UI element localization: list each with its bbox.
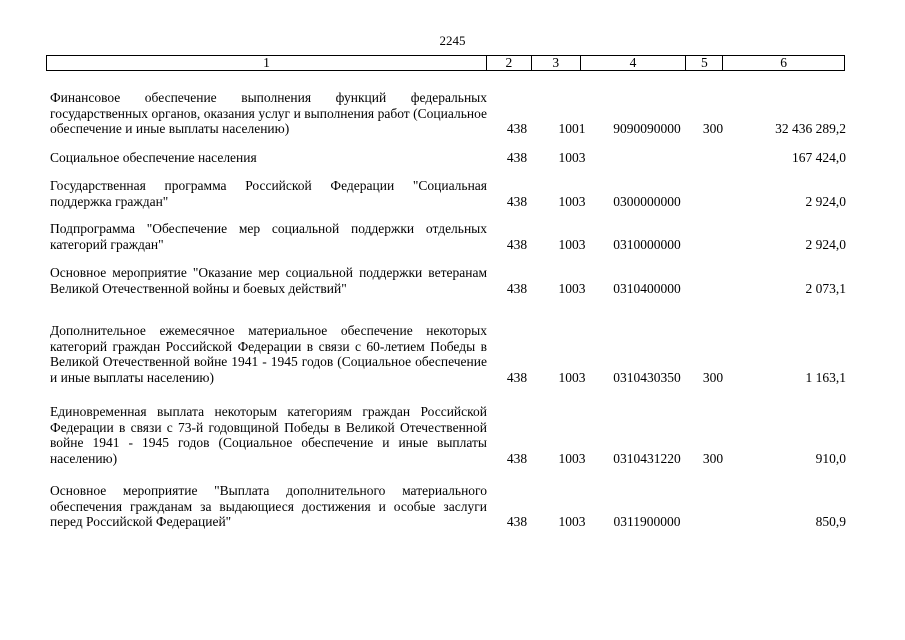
row-gr: 438: [506, 150, 528, 165]
table-header: [46, 55, 845, 71]
row-name: Основное мероприятие "Выплата дополнительного материального обеспечения гражданам за выдающиеся достижения и особые заслуги перед Российской Федерацией": [50, 483, 487, 530]
row-name: Дополнительное ежемесячное материальное обеспечение некоторых категорий граждан Российской Федерации в связи с 60-летием Победы в Великой Отечественной войне 1941 - 1945 годов (Социальное обеспечение и иные выплаты населению): [50, 323, 487, 385]
row-rz: 1003: [558, 193, 586, 209]
row-sum: 910,0: [815, 450, 846, 466]
row-gr: 438: [506, 450, 528, 466]
row-gr: 438: [506, 514, 528, 530]
row-gr: 438: [506, 193, 528, 209]
row-sum: 2 924,0: [805, 193, 846, 209]
row-gr: 438: [506, 121, 528, 137]
row-name: Подпрограмма "Обеспечение мер социальной поддержки отдельных категорий граждан": [50, 221, 487, 252]
table-row: [50, 323, 846, 385]
row-name: Единовременная выплата некоторым категориям граждан Российской Федерации в связи с 73-й годовщиной Победы в Великой Отечественной войне 1941 - 1945 годов (Социальное обеспечение и иные выплаты населению): [50, 404, 487, 466]
header-col-2: 2: [487, 56, 532, 70]
row-sum: 32 436 289,2: [775, 121, 846, 137]
row-name: Социальное обеспечение населения: [50, 150, 257, 165]
table-row: [50, 265, 846, 296]
table-row: [50, 90, 846, 137]
row-rz: 1003: [558, 450, 586, 466]
row-csr: 0310400000: [613, 280, 681, 296]
row-gr: 438: [506, 369, 528, 385]
row-rz: 1003: [558, 236, 586, 252]
row-csr: 0300000000: [613, 193, 681, 209]
row-rz: 1003: [558, 280, 586, 296]
row-csr: 9090090000: [613, 121, 681, 137]
row-vr: 300: [702, 121, 724, 137]
header-col-5: 5: [686, 56, 723, 70]
row-csr: 0310431220: [613, 450, 681, 466]
table-row: [50, 178, 846, 209]
row-sum: 167 424,0: [792, 150, 846, 165]
row-gr: 438: [506, 280, 528, 296]
row-csr: 0310430350: [613, 369, 681, 385]
row-sum: 850,9: [815, 514, 846, 530]
row-rz: 1003: [558, 150, 586, 165]
header-col-3: 3: [532, 56, 581, 70]
table-row: [50, 150, 846, 166]
row-csr: 0311900000: [613, 514, 681, 530]
row-name: Государственная программа Российской Федерации "Социальная поддержка граждан": [50, 178, 487, 209]
row-gr: 438: [506, 236, 528, 252]
row-sum: 2 924,0: [805, 236, 846, 252]
row-name: Основное мероприятие "Оказание мер социальной поддержки ветеранам Великой Отечественной войны и боевых действий": [50, 265, 487, 296]
header-col-4: 4: [581, 56, 687, 70]
row-rz: 1001: [558, 121, 586, 137]
row-rz: 1003: [558, 514, 586, 530]
row-vr: 300: [702, 369, 724, 385]
header-col-6: 6: [780, 55, 788, 70]
header-col-1: 1: [47, 56, 487, 70]
row-sum: 1 163,1: [805, 369, 846, 385]
row-name: Финансовое обеспечение выполнения функций федеральных государственных органов, оказания услуг и выполнения работ (Социальное обеспечение и иные выплаты населению): [50, 90, 487, 137]
row-vr: 300: [702, 450, 724, 466]
table-row: [50, 221, 846, 252]
page-number: 2245: [439, 33, 466, 48]
row-rz: 1003: [558, 369, 586, 385]
table-row: [50, 404, 846, 466]
row-sum: 2 073,1: [805, 280, 846, 296]
table-row: [50, 483, 846, 530]
row-csr: 0310000000: [613, 236, 681, 252]
